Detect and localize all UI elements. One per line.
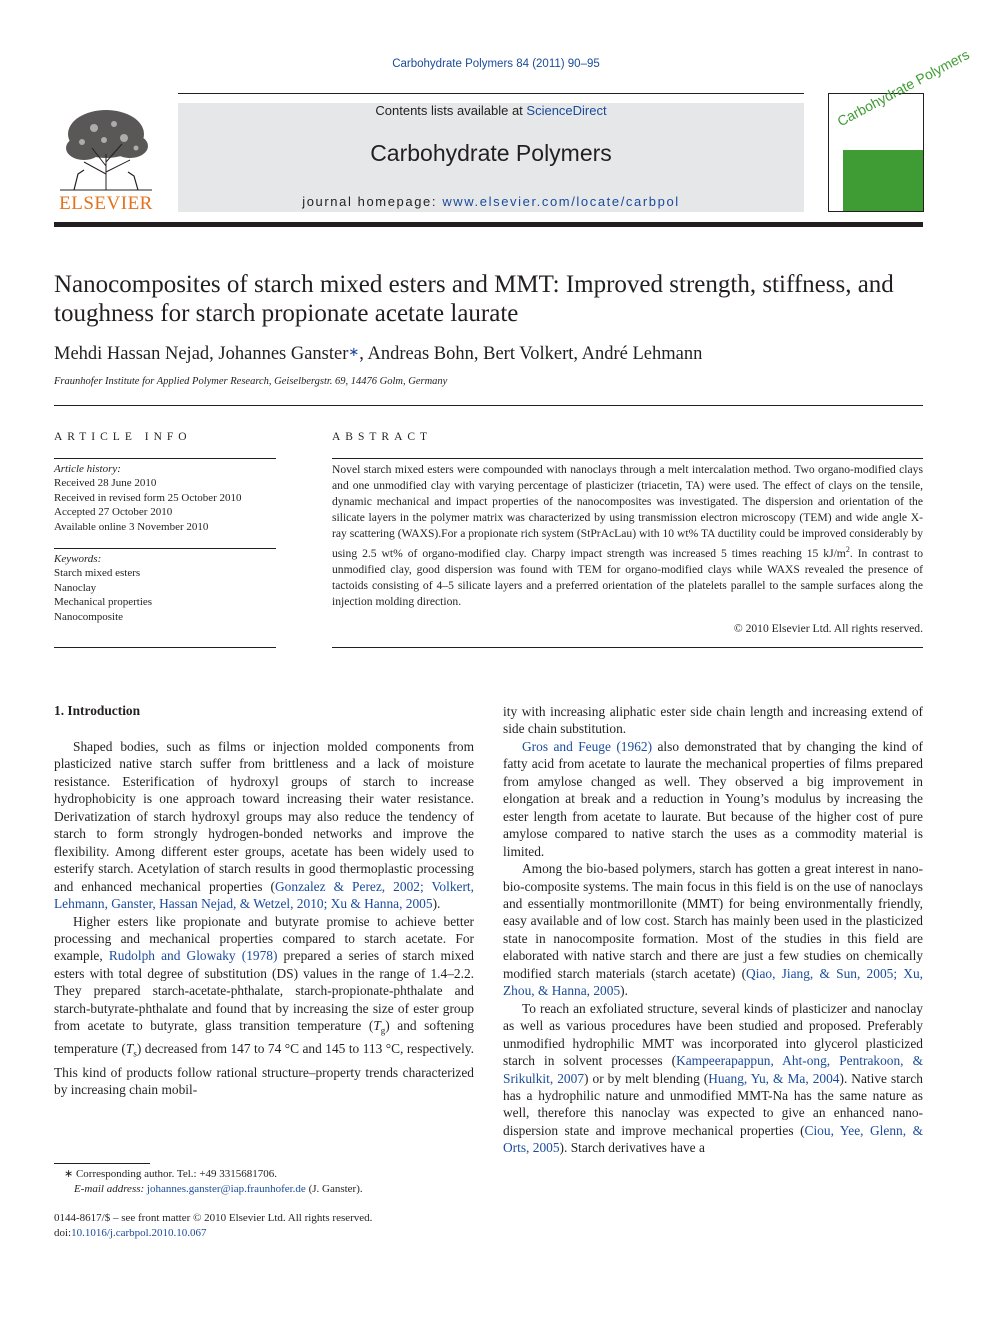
footnote-corresponding: Corresponding author. Tel.: +49 3315681706. <box>73 1168 278 1180</box>
paragraph <box>503 738 923 860</box>
abstract-heading: ABSTRACT <box>332 431 433 443</box>
keywords <box>54 552 276 624</box>
footnote-email-line <box>54 1182 474 1197</box>
paragraph <box>503 1000 923 1157</box>
article-info-heading: ARTICLE INFO <box>54 431 192 443</box>
header-rule <box>178 93 804 94</box>
history-item: Received 28 June 2010 <box>54 477 157 490</box>
abstract-part2: . In contrast to unmodified clay, good dispersion was found with TEM for organo-modified clays while WAXS revealed the presence of tactoids consisting of 4–5 silicate layers and a preferred orientation of the platelets parallel to the sample surfaces along the injection molding direction. <box>332 546 923 608</box>
page-footer <box>54 1211 474 1241</box>
paragraph <box>503 860 923 1000</box>
keyword-item: Nanocomposite <box>54 610 124 623</box>
text-run: To reach an exfoliated structure, several kinds of plasticizer and nanoclay as well as various procedures have been studied and proposed. Preferably unmodified hydrophilic MMT was incorporated into glycerol plasticized starch in solvent processes ( <box>503 1000 923 1069</box>
text-run: Shaped bodies, such as films or injection molded components from plasticized native starch suffer from brittleness and a lack of moisture resistance. Esterification of hydroxyl groups of starch to increase hydrophobicity is one approach toward increasing their water resistance. Derivatization of starch hydroxyl groups may also reduce the tendency of starch to form strongly hydrogen-bonded networks and improve the flexibility. Among different ester groups, acetate has been widely used to esterify starch. Acetylation of starch results in good thermoplastic processing and enhanced mechanical properties ( <box>54 739 474 894</box>
elsevier-wordmark: ELSEVIER <box>59 193 153 214</box>
footnote-marker: ∗ <box>64 1168 74 1180</box>
text-run: ). Starch derivatives have a <box>559 1140 705 1156</box>
subscript-g: g <box>380 1025 386 1036</box>
footnote-line <box>54 1167 474 1182</box>
issn-line: 0144-8617/$ – see front matter © 2010 Elsevier Ltd. All rights reserved. <box>54 1212 373 1224</box>
author-list <box>54 344 923 365</box>
cover-title: Carbohydrate Polymers <box>834 46 972 130</box>
citation-link[interactable]: Ciou, Yee, Glenn, & Orts, 2005 <box>503 1122 923 1156</box>
citation-link[interactable]: Rudolph and Glowaky (1978) <box>108 948 278 964</box>
history-item: Received in revised form 25 October 2010 <box>54 491 242 504</box>
history-label: Article history: <box>54 463 121 475</box>
keyword-item: Mechanical properties <box>54 596 153 609</box>
footnote-rule <box>54 1163 150 1164</box>
journal-homepage <box>178 194 804 209</box>
text-run: ). <box>620 983 628 999</box>
email-label: E-mail address: <box>74 1183 147 1195</box>
homepage-prefix: journal homepage: <box>302 194 443 209</box>
article-info-rule-bottom <box>54 647 276 648</box>
email-suffix: (J. Ganster). <box>305 1183 363 1195</box>
title-divider <box>54 405 923 406</box>
subscript-s: s <box>133 1049 137 1060</box>
text-run: ) or by melt blending ( <box>584 1070 709 1086</box>
text-run: also demonstrated that by changing the kind of fatty acid from acetate to laurate the mechanical properties of films prepared from amylose changed as well. They observed a big improvement in elongation at break and a reduction in Young’s modulus by increasing the ester length from acetate to laurate. But because of the higher cost of pure amylose compared to native starch the uses as a commodity material is limited. <box>503 738 923 859</box>
contents-prefix: Contents lists available at <box>375 103 527 118</box>
citation-link[interactable]: Gros and Feuge (1962) <box>522 738 653 754</box>
homepage-link[interactable]: www.elsevier.com/locate/carbpol <box>442 194 680 209</box>
citation-link[interactable]: Kampeerapappun, Aht-ong, Pentrakoon, & Srikulkit, 2007 <box>503 1053 923 1086</box>
text-run: Higher esters like propionate and butyrate promise to achieve better processing and mechanical properties compared to starch acetate. For example, <box>54 913 474 964</box>
body-column-right <box>503 703 923 1157</box>
text-run: Among the bio-based polymers, starch has gotten a great interest in nano-bio-composite systems. The main focus in this field is on the use of nanoclays and essentially montmorillonite (MMT) for being environmentally friendly, easy available and of low cost. Starch has mainly been used in the plasticized state in nanocomposite formation. Most of the studies in this field are elaborated with native starch and there are just a few studies on chemically modified starch materials (starch acetate) ( <box>503 861 923 981</box>
citation-link[interactable]: Qiao, Jiang, & Sun, 2005; Xu, Zhou, & Hanna, 2005 <box>503 965 923 999</box>
journal-cover-thumbnail[interactable] <box>828 46 972 212</box>
cover-green-block <box>843 150 923 211</box>
paragraph <box>503 703 923 738</box>
journal-name: Carbohydrate Polymers <box>370 140 612 166</box>
citation-link[interactable]: Gonzalez & Perez, 2002; Volkert, Lehmann, Ganster, Hassan Nejad, & Wetzel, 2010; Xu & Hanna, 2005 <box>54 878 475 912</box>
text-run: ). Native starch has a hydrophilic nature and unmodified MMT-Na has the same nature as well, therefore this nanoclay was expected to give an enhanced nano-dispersion state and improve mechanical properties ( <box>503 1070 923 1138</box>
history-item: Accepted 27 October 2010 <box>54 506 173 519</box>
paragraph <box>54 738 474 913</box>
abstract-superscript: 2 <box>845 545 850 554</box>
abstract-copyright: © 2010 Elsevier Ltd. All rights reserved. <box>733 622 923 635</box>
corresponding-author-footnote <box>54 1167 474 1197</box>
authors-part1: Mehdi Hassan Nejad, Johannes Ganster <box>54 344 349 364</box>
text-run: ) and softening temperature ( <box>54 1018 474 1057</box>
article-title: Nanocomposites of starch mixed esters and MMT: Improved strength, stiffness, and toughness for starch propionate acetate laurate <box>54 271 894 327</box>
history-item: Available online 3 November 2010 <box>54 520 209 533</box>
email-link[interactable]: johannes.ganster@iap.fraunhofer.de <box>146 1183 306 1195</box>
abstract-rule-top <box>332 458 923 459</box>
sciencedirect-link[interactable]: ScienceDirect <box>526 103 607 118</box>
doi-link[interactable]: 10.1016/j.carbpol.2010.10.067 <box>71 1227 207 1239</box>
body-column-left <box>54 738 474 1098</box>
doi-line <box>54 1226 474 1241</box>
article-info-rule-top <box>54 458 276 459</box>
doi-prefix: doi: <box>54 1227 72 1239</box>
article-info-rule-mid <box>54 548 276 549</box>
text-run: ity with increasing aliphatic ester side chain length and increasing extend of side chain substitution. <box>503 704 923 737</box>
text-run: prepared a series of starch mixed esters with total degree of substitution (DS) values in the range of 1.4–2.2. They prepared starch-acetate-phthalate, starch-propionate-phthalate and starch-butyrate-phthalate and found that by increasing the size of ester group from acetate to butyrate, glass transition temperature ( <box>54 948 474 1034</box>
keywords-label: Keywords: <box>54 553 102 565</box>
corresponding-author-marker[interactable]: ∗ <box>348 344 360 359</box>
text-run: ). <box>432 896 441 912</box>
masthead-thick-rule <box>54 222 923 227</box>
keyword-item: Starch mixed esters <box>54 567 141 580</box>
journal-reference-link[interactable]: Carbohydrate Polymers 84 (2011) 90–95 <box>392 58 600 70</box>
citation-link[interactable]: Huang, Yu, & Ma, 2004 <box>708 1070 840 1086</box>
abstract-text <box>332 462 923 610</box>
authors-part2: , Andreas Bohn, Bert Volkert, André Lehmann <box>359 344 703 364</box>
section-heading-introduction: 1. Introduction <box>54 703 141 718</box>
text-run: ) decreased from 147 to 74 °C and 145 to 113 °C, respectively. This kind of products follow rational structure–property trends characterized by increasing chain mobil- <box>54 1041 474 1097</box>
keyword-item: Nanoclay <box>54 581 97 594</box>
paragraph <box>54 913 474 1099</box>
contents-line <box>178 103 804 118</box>
abstract-rule-bottom <box>332 647 923 648</box>
symbol-T: T <box>125 1041 134 1057</box>
abstract-part1: Novel starch mixed esters were compounded with nanoclays through a melt intercalation method. Two organo-modified clays and one unmodified clay with varying percentage of plasticizer (triacetin, TA) were used. The effect of clays on the tensile, dynamic mechanical and impact properties of the nanocomposites was investigated. The dispersion and orientation of the silicate layers in the polymer matrix was characterized by using transmission electron microscopy (TEM) and wide angle X-ray scattering (WAXS).For a propionate rich system (StPrAcLau) with 10 wt% TA ductility could be improved considerably by using 2.5 wt% of organo-modified clay. Charpy impact strength was increased 5 times reaching 15 kJ/m <box>332 463 923 560</box>
affiliation: Fraunhofer Institute for Applied Polymer Research, Geiselbergstr. 69, 14476 Golm, Germany <box>54 376 448 387</box>
article-history <box>54 462 276 534</box>
symbol-T: T <box>373 1018 381 1034</box>
